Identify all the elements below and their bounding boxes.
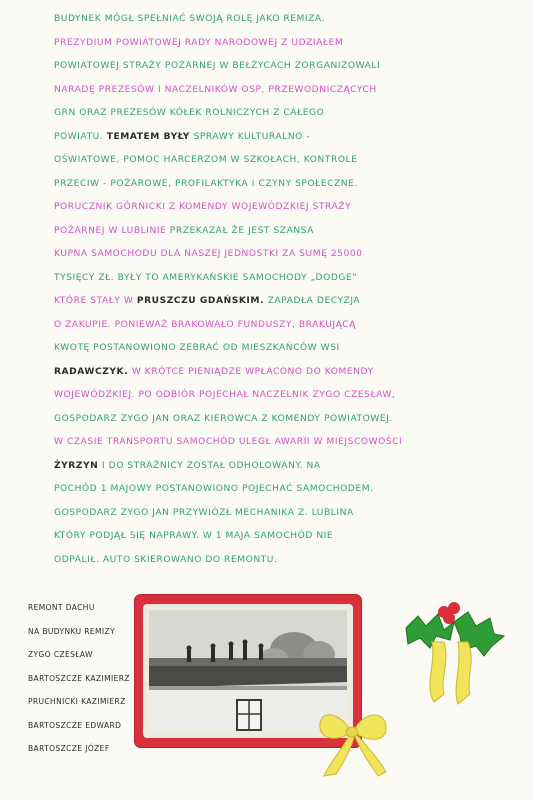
handwritten-line [54,525,524,549]
text-segment: PRZEKAZAŁ ŻE JEST SZANSA [169,225,314,236]
handwritten-line [54,408,524,432]
handwritten-line [54,431,524,455]
text-segment: POWIATU. [54,131,107,142]
caption-line: BARTOSZCZE JÓZEF [28,744,110,753]
text-segment: O ZAKUPIE. PONIEWAŻ BRAKOWAŁO FUNDUSZY, BRAKUJĄCĄ [54,319,356,330]
text-segment: PRZECIW - POŻAROWE, PROFILAKTYKA I CZYNY SPOŁECZNE. [54,178,358,189]
text-segment: W KRÓTCE PIENIĄDZE WPŁACONO DO KOMENDY [131,366,374,377]
handwritten-line [54,337,524,361]
handwritten-line [54,126,524,150]
handwritten-line [54,196,524,220]
text-segment: I DO STRAŻNICY ZOSTAŁ ODHOLOWANY. NA [102,460,321,471]
text-segment: POŻARNEJ W LUBLINIE [54,225,170,236]
caption-line: BARTOSZCZE KAZIMIERZ [28,673,130,683]
text-segment: KTÓRE STAŁY W [54,296,137,306]
holly-decoration [396,590,506,710]
text-segment: NARADĘ PREZESÓW I NACZELNIKÓW OSP, PRZEWODNICZĄCYCH [54,84,377,95]
caption-line: ZYGO CZESŁAW [28,650,93,659]
handwritten-line [54,149,524,173]
caption-line: PRUCHNICKI KAZIMIERZ [28,697,126,706]
text-segment: PRUSZCZU GDAŃSKIM. [136,296,268,306]
handwritten-line [54,314,524,338]
caption-line: BARTOSZCZE EDWARD [28,720,122,730]
handwritten-line [54,478,524,502]
text-segment: SPRAWY KULTURALNO - [193,131,311,142]
handwritten-line [54,173,524,197]
handwritten-line [54,455,524,479]
handwritten-line [54,549,524,573]
text-segment: W CZASIE TRANSPORTU SAMOCHÓD ULEGŁ AWARII W MIEJSCOWOŚCI [54,437,403,447]
text-segment: POWIATOWEJ STRAŻY POŻARNEJ W BEŁŻYCACH ZORGANIZOWALI [54,61,381,71]
text-segment: GRN ORAZ PREZESÓW KÓŁEK ROLNICZYCH Z CAŁEGO [54,108,325,118]
text-segment: POCHÓD 1 MAJOWY POSTANOWIONO POJECHAĆ SAMOCHODEM. [54,484,374,494]
handwritten-line [54,290,524,314]
handwritten-line [54,361,524,385]
text-segment: RADAWCZYK. [54,366,132,377]
text-segment: OŚWIATOWE, POMOC HARCERZOM W SZKOŁACH, KONTROLE [54,155,358,165]
handwritten-line [54,79,524,103]
text-segment: PREZYDIUM POWIATOWEJ RADY NARODOWEJ Z UDZIAŁEM [54,37,344,48]
text-segment: WOJEWÓDZKIEJ. PO ODBIÓR POJECHAŁ NACZELNIK ZYGO CZESŁAW, [54,390,396,400]
handwritten-line [54,267,524,291]
handwritten-line [54,243,524,267]
handwritten-line [54,502,524,526]
text-segment: KUPNA SAMOCHODU DLA NASZEJ JEDNOSTKI ZA SUMĘ 25000 [54,249,363,259]
text-segment: TEMATEM BYŁY [106,131,194,142]
ribbon-bow-decoration [308,700,398,780]
text-segment: KTÓRY PODJĄŁ SIĘ NAPRAWY. W 1 MAJA SAMOCHÓD NIE [54,531,334,541]
caption-line: NA BUDYNKU REMIZY [28,626,116,636]
handwritten-line [54,384,524,408]
handwritten-line [54,102,524,126]
text-segment: PORUCZNIK GÓRNICKI Z KOMENDY WOJEWÓDZKIEJ STRAŻY [54,202,352,212]
text-segment: ŻYRZYN [54,460,102,471]
text-segment: GOSPODARZ ZYGO JAN ORAZ KIEROWCA Z KOMENDY POWIATOWEJ. [54,413,393,424]
handwritten-line [54,55,524,79]
text-segment: BUDYNEK MÓGŁ SPEŁNIAĆ SWOJĄ ROLĘ JAKO REMIZA. [54,14,325,24]
text-segment: KWOTĘ POSTANOWIONO ZEBRAĆ OD MIESZKAŃCÓW WSI [54,343,340,353]
handwritten-line [54,8,524,32]
text-segment: GOSPODARZ ZYGO JAN PRZYWIÓZŁ MECHANIKA Z. LUBLINA [54,507,354,518]
handwritten-line [54,32,524,56]
text-segment: ODPALIŁ. AUTO SKIEROWANO DO REMONTU. [54,554,278,565]
handwritten-line [54,220,524,244]
caption-line: REMONT DACHU [28,603,95,612]
text-segment: ZAPADŁA DECYZJA [267,296,361,306]
text-segment: TYSIĘCY ZŁ. BYŁY TO AMERYKAŃSKIE SAMOCHODY „DODGE" [54,272,357,283]
handwritten-text-block [54,8,524,572]
